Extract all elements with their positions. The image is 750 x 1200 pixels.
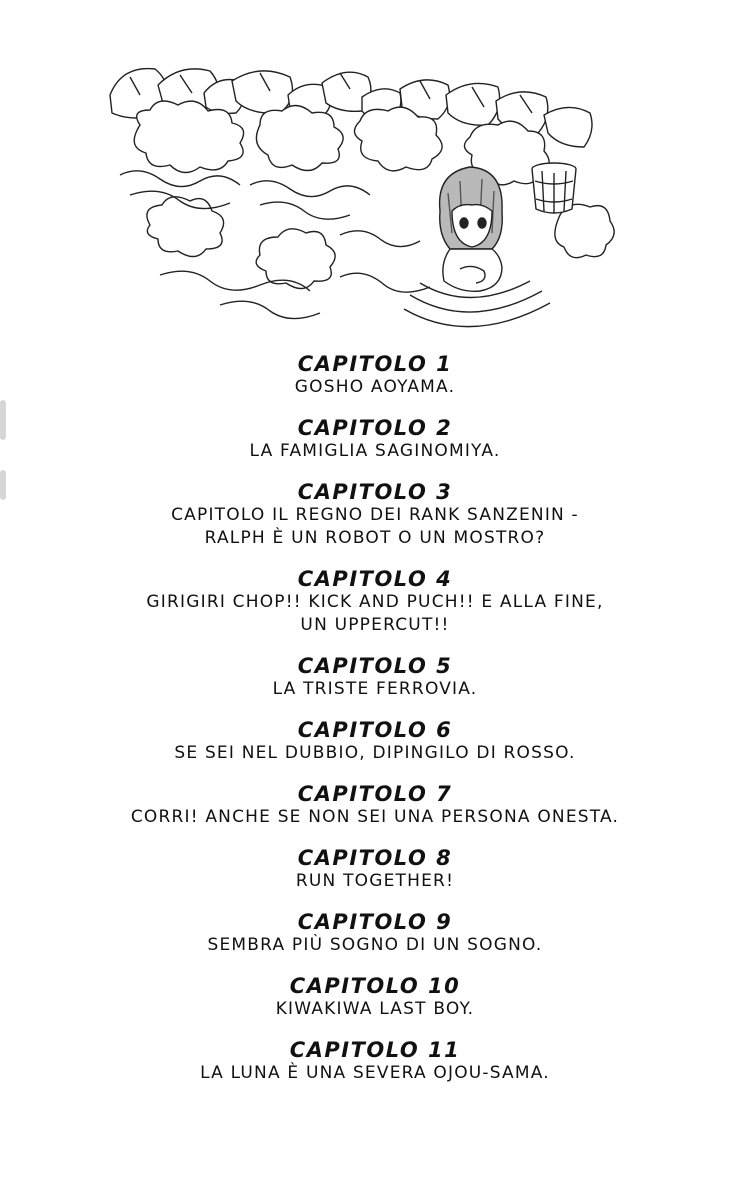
steam-cloud — [256, 229, 335, 289]
chapter-title: CORRI! ANCHE SE NON SEI UNA PERSONA ONESTA. — [130, 807, 620, 827]
steam-cloud — [256, 105, 343, 170]
chapter-entry — [0, 718, 750, 765]
chapter-label: CAPITOLO 2 — [297, 416, 453, 440]
chapter-title: KIWAKIWA LAST BOY. — [275, 999, 475, 1019]
chapter-title: GOSHO AOYAMA. — [294, 377, 456, 397]
chapter-title: SE SEI NEL DUBBIO, DIPINGILO DI ROSSO. — [174, 743, 576, 763]
girl-figure — [404, 167, 550, 327]
chapter-label: CAPITOLO 6 — [297, 718, 453, 742]
chapter-title: RUN TOGETHER! — [295, 871, 455, 891]
chapter-entry — [0, 480, 750, 550]
rock — [544, 107, 592, 147]
chapter-label: CAPITOLO 11 — [289, 1038, 461, 1062]
chapter-label: CAPITOLO 4 — [297, 567, 453, 591]
chapter-entry — [0, 1038, 750, 1085]
hot-spring-illustration — [100, 55, 620, 330]
chapter-entry — [0, 416, 750, 463]
chapter-title: GIRIGIRI CHOP!! KICK AND PUCH!! E ALLA FINE, — [146, 592, 604, 612]
chapter-label: CAPITOLO 3 — [297, 480, 453, 504]
chapter-label: CAPITOLO 5 — [297, 654, 453, 678]
chapter-entry — [0, 782, 750, 829]
bucket — [532, 163, 576, 213]
chapter-title: LA TRISTE FERROVIA. — [272, 679, 478, 699]
chapter-label: CAPITOLO 7 — [297, 782, 453, 806]
chapter-title: LA LUNA È UNA SEVERA OJOU-SAMA. — [200, 1063, 550, 1083]
chapter-title: LA FAMIGLIA SAGINOMIYA. — [249, 441, 501, 461]
chapter-entry — [0, 567, 750, 637]
table-of-contents — [0, 352, 750, 1102]
chapter-label: CAPITOLO 10 — [289, 974, 461, 998]
chapter-entry — [0, 910, 750, 957]
chapter-entry — [0, 974, 750, 1021]
chapter-title: CAPITOLO IL REGNO DEI RANK SANZENIN - — [171, 505, 579, 525]
chapter-title: SEMBRA PIÙ SOGNO DI UN SOGNO. — [207, 935, 543, 955]
chapter-entry — [0, 846, 750, 893]
steam-cloud — [134, 101, 243, 173]
steam-cloud — [147, 197, 224, 257]
chapter-entry — [0, 654, 750, 701]
chapter-title: UN UPPERCUT!! — [300, 615, 450, 635]
chapter-label: CAPITOLO 1 — [297, 352, 453, 376]
chapter-entry — [0, 352, 750, 399]
chapter-title: RALPH È UN ROBOT O UN MOSTRO? — [204, 528, 546, 548]
chapter-label: CAPITOLO 8 — [297, 846, 453, 870]
chapter-label: CAPITOLO 9 — [297, 910, 453, 934]
